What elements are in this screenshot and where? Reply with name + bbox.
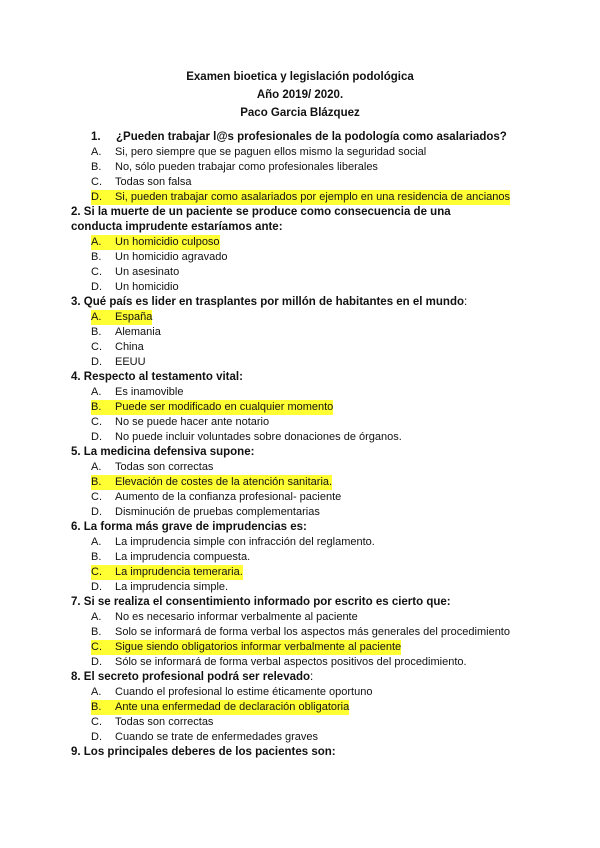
exam-year: Año 2019/ 2020.: [256, 89, 344, 101]
option-c: C. Un asesinato: [91, 266, 180, 278]
exam-title: Examen bioetica y legislación podológica: [186, 71, 414, 83]
question-3: [71, 295, 551, 370]
question-4: [71, 370, 551, 445]
option-c: C. Aumento de la confianza profesional- paciente: [91, 491, 342, 503]
option-a: A. Cuando el profesional lo estime éticamente oportuno: [91, 686, 373, 698]
option-d: D. La imprudencia simple.: [91, 581, 229, 593]
option-a: A. No es necesario informar verbalmente al paciente: [91, 611, 358, 623]
option-b-highlighted: B. Elevación de costes de la atención sanitaria.: [91, 476, 333, 488]
question-3-text: 3. Qué país es lider en trasplantes por millón de habitantes en el mundo:: [71, 296, 468, 308]
question-1-text: [71, 130, 551, 145]
question-5-text: 5. La medicina defensiva supone:: [71, 446, 255, 458]
question-5: [71, 445, 551, 520]
question-number: 1.: [91, 131, 101, 143]
option-c: C. Todas son falsa: [91, 176, 192, 188]
option-d: D. Disminución de pruebas complementarias: [91, 506, 320, 518]
option-d: D. EEUU: [91, 356, 146, 368]
question-7-options: [71, 610, 551, 670]
option-b: B. Alemania: [91, 326, 161, 338]
exam-author: Paco Garcia Blázquez: [240, 107, 360, 119]
question-label: ¿Pueden trabajar l@s profesionales de la podología como asalariados?: [116, 131, 507, 143]
question-4-options: [71, 385, 551, 445]
question-9: [71, 745, 551, 760]
question-9-text: 9. Los principales deberes de los pacientes son:: [71, 746, 336, 758]
option-c: C. Todas son correctas: [91, 716, 214, 728]
option-d-highlighted: D. Si, pueden trabajar como asalariados por ejemplo en una residencia de ancianos: [91, 191, 511, 203]
option-a: A. Si, pero siempre que se paguen ellos mismo la seguridad social: [91, 146, 427, 158]
option-b: B. La imprudencia compuesta.: [91, 551, 251, 563]
option-d: D. Sólo se informará de forma verbal aspectos positivos del procedimiento.: [91, 656, 467, 668]
question-3-options: [71, 310, 551, 370]
question-6-options: [71, 535, 551, 595]
question-5-options: [71, 460, 551, 520]
question-2: [0, 205, 551, 295]
option-b-highlighted: B. Puede ser modificado en cualquier momento: [91, 401, 334, 413]
option-c: C. No se puede hacer ante notario: [91, 416, 270, 428]
option-d: D. Cuando se trate de enfermedades graves: [91, 731, 319, 743]
exam-header: [0, 68, 600, 122]
question-2-text: 2. Si la muerte de un paciente se produce como consecuencia de una conducta imprudente estaríamos ante:: [71, 206, 451, 233]
option-c-highlighted: C. Sigue siendo obligatorios informar verbalmente al paciente: [91, 641, 402, 653]
option-b-highlighted: B. Ante una enfermedad de declaración obligatoria: [91, 701, 350, 713]
question-8-options: [71, 685, 551, 745]
option-b: B. Un homicidio agravado: [91, 251, 228, 263]
option-a: A. Todas son correctas: [91, 461, 214, 473]
question-4-text: 4. Respecto al testamento vital:: [71, 371, 243, 383]
question-8-text: 8. El secreto profesional podrá ser relevado:: [71, 671, 314, 683]
option-d: D. Un homicidio: [91, 281, 179, 293]
question-7-text: 7. Si se realiza el consentimiento informado por escrito es cierto que:: [71, 596, 451, 608]
option-a: A. La imprudencia simple con infracción del reglamento.: [91, 536, 375, 548]
option-a-highlighted: A. Un homicidio culposo: [91, 236, 220, 248]
question-6-text: 6. La forma más grave de imprudencias es:: [71, 521, 307, 533]
question-2-options: [71, 235, 551, 295]
question-list: [71, 130, 551, 760]
option-b: B. No, sólo pueden trabajar como profesionales liberales: [91, 161, 378, 173]
question-8: [71, 670, 551, 745]
option-b: B. Solo se informará de forma verbal los aspectos más generales del procedimiento: [91, 626, 510, 638]
option-a-highlighted: A. España: [91, 311, 153, 323]
question-1-options: [71, 145, 551, 205]
option-c-highlighted: C. La imprudencia temeraria.: [91, 566, 243, 578]
question-7: [71, 595, 551, 670]
option-a: A. Es inamovible: [91, 386, 184, 398]
option-d: D. No puede incluir voluntades sobre donaciones de órganos.: [91, 431, 402, 443]
question-1: [71, 130, 551, 205]
option-c: C. China: [91, 341, 144, 353]
question-6: [71, 520, 551, 595]
